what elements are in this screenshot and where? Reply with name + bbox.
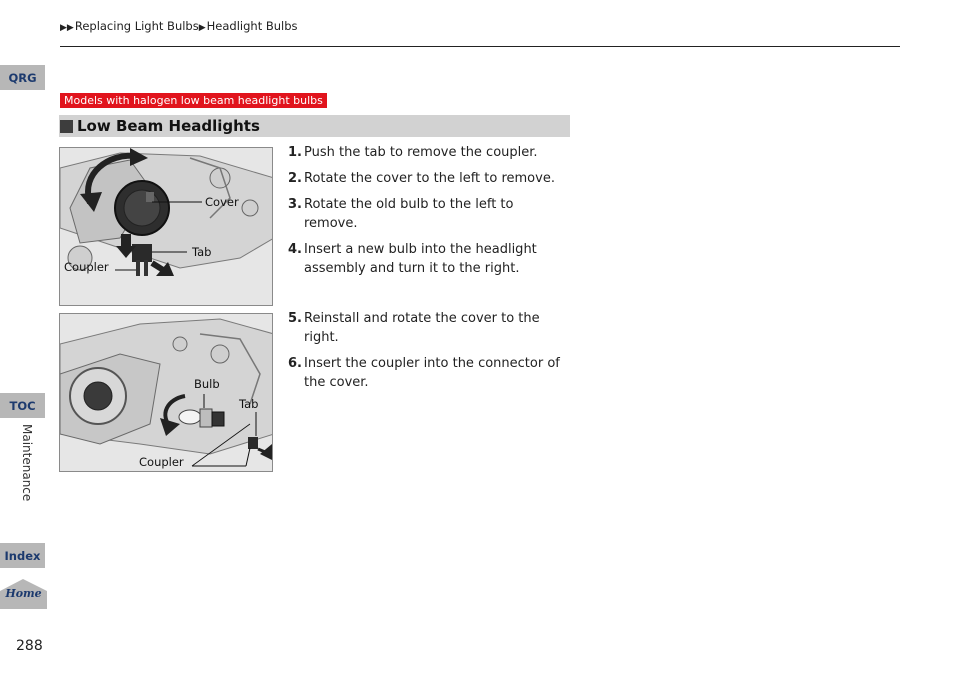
index-tab[interactable]: Index xyxy=(0,543,45,568)
step-number: 3. xyxy=(288,197,302,212)
section-title: Low Beam Headlights xyxy=(77,117,260,135)
step-item xyxy=(288,143,570,162)
step-number: 1. xyxy=(288,145,302,160)
breadcrumb-double-arrow-icon: ▶▶ xyxy=(60,23,74,33)
step-text: Rotate the cover to the left to remove. xyxy=(304,171,555,186)
step-text: Reinstall and rotate the cover to the right. xyxy=(304,311,540,345)
step-text: Insert a new bulb into the headlight assembly and turn it to the right. xyxy=(304,242,537,276)
figure-bulb-replacement xyxy=(59,313,273,472)
headlight-cover-illustration xyxy=(60,148,273,306)
step-text: Insert the coupler into the connector of the cover. xyxy=(304,356,560,390)
steps-list-2 xyxy=(288,309,570,399)
step-text: Rotate the old bulb to the left to remove. xyxy=(304,197,514,231)
breadcrumb-arrow-icon: ▶ xyxy=(198,23,206,33)
toc-tab[interactable]: TOC xyxy=(0,393,45,418)
step-text: Push the tab to remove the coupler. xyxy=(304,145,538,160)
step-item xyxy=(288,195,570,233)
coupler-callout: Coupler xyxy=(64,260,109,274)
steps-list-1 xyxy=(288,143,570,285)
cover-callout: Cover xyxy=(205,195,239,209)
breadcrumb-link-replacing-light-bulbs[interactable]: Replacing Light Bulbs xyxy=(74,19,199,33)
bulb-callout: Bulb xyxy=(194,377,220,391)
qrg-tab[interactable]: QRG xyxy=(0,65,45,90)
step-number: 4. xyxy=(288,242,302,257)
tab-callout: Tab xyxy=(239,397,259,411)
step-item xyxy=(288,309,570,347)
figure-cover-removal xyxy=(59,147,273,306)
home-button[interactable] xyxy=(0,579,47,609)
step-item xyxy=(288,169,570,188)
breadcrumb xyxy=(60,19,298,33)
step-item xyxy=(288,354,570,392)
step-item xyxy=(288,240,570,278)
breadcrumb-link-headlight-bulbs[interactable]: Headlight Bulbs xyxy=(206,19,298,33)
step-number: 5. xyxy=(288,311,302,326)
home-label: Home xyxy=(5,587,42,600)
step-number: 6. xyxy=(288,356,302,371)
headlight-bulb-illustration xyxy=(60,314,273,472)
page-number: 288 xyxy=(16,638,43,654)
section-header xyxy=(59,115,570,137)
model-banner: Models with halogen low beam headlight bulbs xyxy=(60,93,327,108)
header-divider xyxy=(60,46,900,47)
tab-callout: Tab xyxy=(192,245,212,259)
section-side-label: Maintenance xyxy=(20,424,34,502)
section-square-icon xyxy=(60,120,73,133)
coupler-callout: Coupler xyxy=(139,455,184,469)
step-number: 2. xyxy=(288,171,302,186)
